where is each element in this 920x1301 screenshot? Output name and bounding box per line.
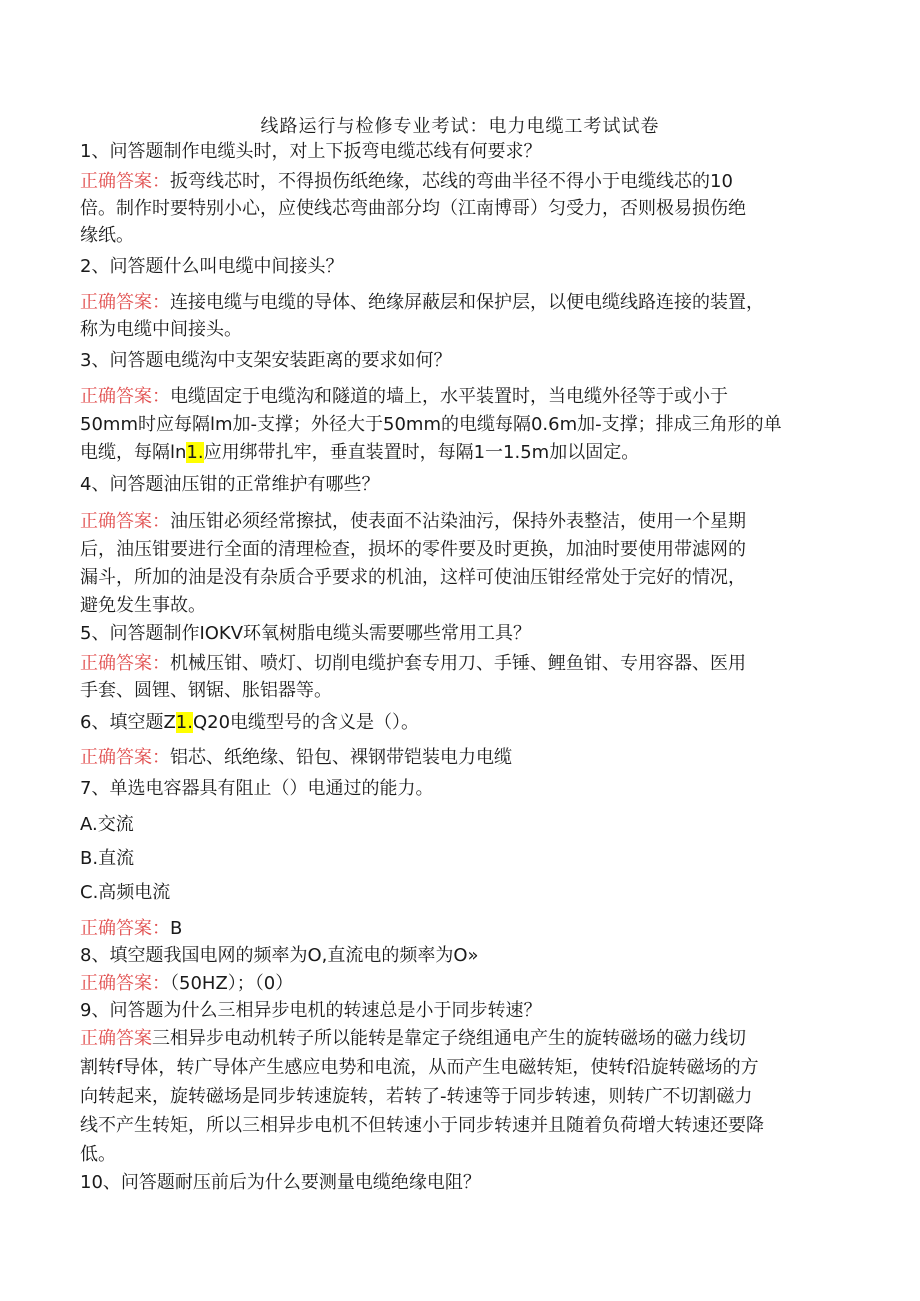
answer-1-line-3: 缘纸。 xyxy=(80,225,134,246)
answer-3-line-2: 50mm时应每隔lm加-支撑；外径大于50mm的电缆每隔0.6m加-支撑；排成三角形的单 xyxy=(80,414,782,435)
answer-4-line-1: 正确答案：油压钳必须经常擦拭，使表面不沾染油污，保持外表整洁，使用一个星期 xyxy=(80,511,746,532)
answer-4-line-4: 避免发生事故。 xyxy=(80,595,206,616)
answer-9-line-5: 低。 xyxy=(80,1144,116,1165)
highlight-mark: 1. xyxy=(175,712,193,733)
option-a: A.交流 xyxy=(80,814,134,835)
answer-7-line-1: 正确答案：B xyxy=(80,918,183,939)
answer-3-line-3: 电缆，每隔ln1.应用绑带扎牢，垂直装置时，每隔1一1.5m加以固定。 xyxy=(80,442,640,463)
question-10: 10、问答题耐压前后为什么要测量电缆绝缘电阻？ xyxy=(80,1172,481,1193)
answer-9-line-1: 正确答案三相异步电动机转子所以能转是靠定子绕组通电产生的旋转磁场的磁力线切 xyxy=(80,1028,746,1049)
answer-5-line-1: 正确答案：机械压钳、喷灯、切削电缆护套专用刀、手锤、鲤鱼钳、专用容器、医用 xyxy=(80,653,746,674)
question-7: 7、单选电容器具有阻止（）电通过的能力。 xyxy=(80,778,434,799)
answer-1-line-1: 正确答案：扳弯线芯时，不得损伤纸绝缘，芯线的弯曲半径不得小于电缆线芯的10 xyxy=(80,171,733,192)
answer-8-line-1: 正确答案：（50HZ）；（0） xyxy=(80,973,294,994)
answer-label: 正确答案： xyxy=(80,973,170,994)
answer-4-line-3: 漏斗，所加的油是没有杂质合乎要求的机油，这样可使油压钳经常处于完好的情况， xyxy=(80,567,746,588)
answer-label: 正确答案： xyxy=(80,292,170,313)
answer-label: 正确答案： xyxy=(80,747,170,768)
option-c: C.高频电流 xyxy=(80,882,171,903)
question-5: 5、问答题制作IOKV环氧树脂电缆头需要哪些常用工具？ xyxy=(80,623,532,644)
answer-1-line-2: 倍。制作时要特别小心，应使线芯弯曲部分均（江南博哥）匀受力，否则极易损伤绝 xyxy=(80,198,746,219)
question-1: 1、问答题制作电缆头时，对上下扳弯电缆芯线有何要求？ xyxy=(80,141,542,162)
question-9: 9、问答题为什么三相异步电机的转速总是小于同步转速？ xyxy=(80,1000,542,1021)
question-3: 3、问答题电缆沟中支架安装距离的要求如何？ xyxy=(80,350,452,371)
answer-2-line-2: 称为电缆中间接头。 xyxy=(80,319,242,340)
answer-9-line-3: 向转起来，旋转磁场是同步转速旋转，若转了-转速等于同步转速，则转广不切割磁力 xyxy=(80,1086,753,1107)
answer-4-line-2: 后，油压钳要进行全面的清理检查，损坏的零件要及时更换，加油时要使用带滤网的 xyxy=(80,539,746,560)
answer-9-line-2: 割转f导体，转广导体产生感应电势和电流，从而产生电磁转矩，使转f沿旋转磁场的方 xyxy=(80,1057,759,1078)
answer-label: 正确答案： xyxy=(80,511,170,532)
question-4: 4、问答题油压钳的正常维护有哪些？ xyxy=(80,474,380,495)
answer-5-line-2: 手套、圆锂、钢锯、胀铝器等。 xyxy=(80,680,332,701)
answer-label: 正确答案： xyxy=(80,653,170,674)
answer-6-line-1: 正确答案：铝芯、纸绝缘、铅包、裸钢带铠装电力电缆 xyxy=(80,747,512,768)
answer-label: 正确答案： xyxy=(80,386,170,407)
question-2: 2、问答题什么叫电缆中间接头？ xyxy=(80,256,344,277)
highlight-mark: 1. xyxy=(186,442,204,463)
answer-2-line-1: 正确答案：连接电缆与电缆的导体、绝缘屏蔽层和保护层，以便电缆线路连接的装置， xyxy=(80,292,764,313)
answer-label: 正确答案 xyxy=(80,1028,152,1049)
question-8: 8、填空题我国电网的频率为O,直流电的频率为O» xyxy=(80,945,479,966)
question-6: 6、填空题Z1.Q20电缆型号的含义是（）。 xyxy=(80,712,420,733)
option-b: B.直流 xyxy=(80,848,135,869)
answer-9-line-4: 线不产生转矩，所以三相异步电机不但转速小于同步转速并且随着负荷增大转速还要降 xyxy=(80,1115,764,1136)
answer-label: 正确答案： xyxy=(80,171,170,192)
answer-label: 正确答案： xyxy=(80,918,170,939)
page-title: 线路运行与检修专业考试：电力电缆工考试试卷 xyxy=(260,116,660,137)
answer-3-line-1: 正确答案：电缆固定于电缆沟和隧道的墙上，水平装置时，当电缆外径等于或小于 xyxy=(80,386,728,407)
